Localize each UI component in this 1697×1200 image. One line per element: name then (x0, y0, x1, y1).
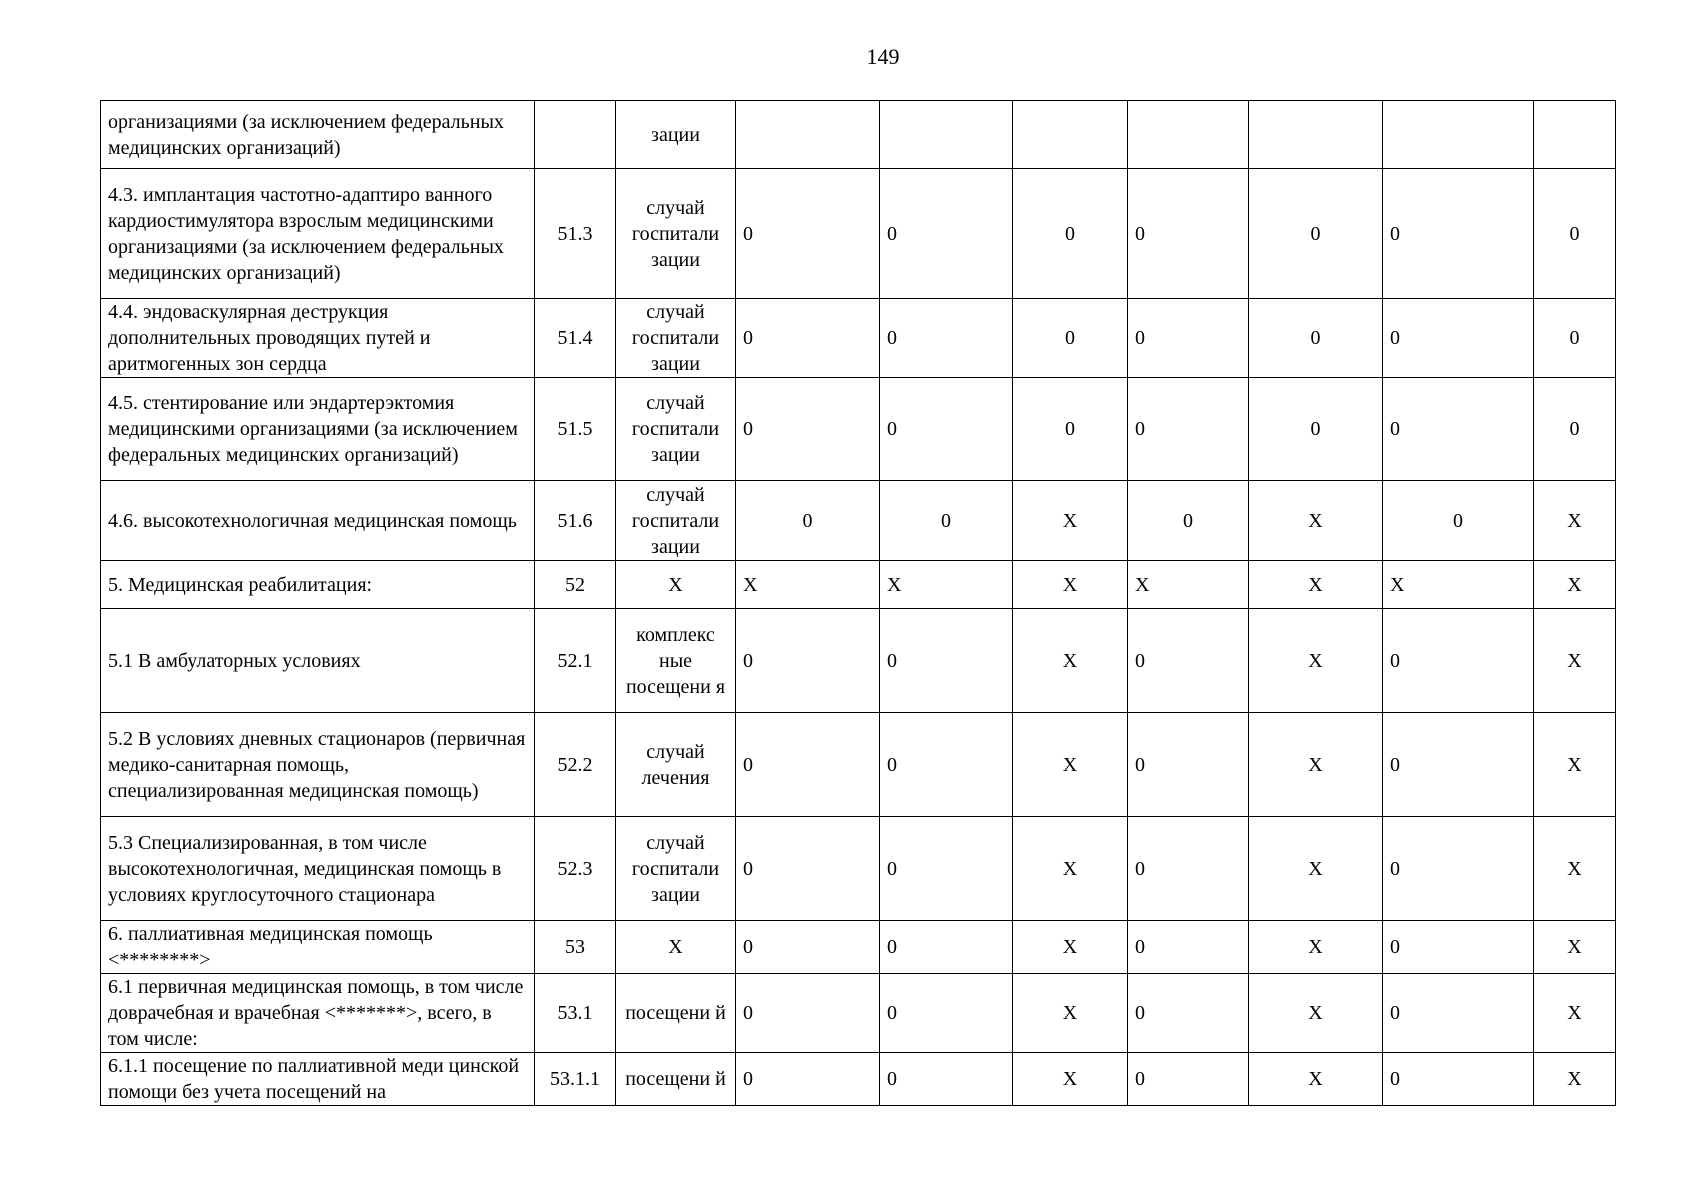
value-cell: X (1013, 481, 1128, 561)
value-cell (736, 101, 880, 169)
value-cell: X (1249, 974, 1383, 1053)
value-cell: 0 (1534, 378, 1616, 481)
value-cell: 0 (1383, 921, 1534, 974)
value-cell: X (1383, 561, 1534, 609)
row-unit: случай госпитали зации (616, 817, 736, 921)
table-row (101, 101, 1616, 169)
row-code: 51.4 (535, 299, 616, 378)
row-description: 4.4. эндоваскулярная деструкция дополнительных проводящих путей и аритмогенных зон сердца (101, 299, 535, 378)
value-cell: X (736, 561, 880, 609)
value-cell: 0 (1013, 169, 1128, 299)
row-unit: случай лечения (616, 713, 736, 817)
value-cell: 0 (880, 299, 1013, 378)
table-row (101, 299, 1616, 378)
row-unit: посещени й (616, 1053, 736, 1106)
value-cell: 0 (1013, 299, 1128, 378)
row-description: 5.2 В условиях дневных стационаров (первичная медико-санитарная помощь, специализированная медицинская помощь) (101, 713, 535, 817)
row-unit: случай госпитали зации (616, 481, 736, 561)
value-cell: 0 (880, 817, 1013, 921)
value-cell (1534, 101, 1616, 169)
value-cell: 0 (880, 1053, 1013, 1106)
value-cell: X (1013, 974, 1128, 1053)
table-row (101, 817, 1616, 921)
table-row (101, 378, 1616, 481)
table-row (101, 609, 1616, 713)
table-row (101, 481, 1616, 561)
row-unit: случай госпитали зации (616, 299, 736, 378)
value-cell: 0 (1383, 378, 1534, 481)
value-cell: X (1013, 609, 1128, 713)
row-description: 5. Медицинская реабилитация: (101, 561, 535, 609)
value-cell: X (1013, 713, 1128, 817)
row-description: 4.5. стентирование или эндартерэктомия медицинскими организациями (за исключением федеральных медицинских организаций) (101, 378, 535, 481)
value-cell: 0 (1128, 974, 1249, 1053)
row-code: 52.1 (535, 609, 616, 713)
page-number: 149 (866, 44, 900, 69)
value-cell: X (1534, 609, 1616, 713)
value-cell: X (1534, 1053, 1616, 1106)
row-code: 53 (535, 921, 616, 974)
row-description: организациями (за исключением федеральных медицинских организаций) (101, 101, 535, 169)
value-cell: 0 (880, 921, 1013, 974)
table-row (101, 921, 1616, 974)
table-row (101, 561, 1616, 609)
row-unit: зации (616, 101, 736, 169)
row-description: 5.1 В амбулаторных условиях (101, 609, 535, 713)
value-cell: X (1249, 481, 1383, 561)
value-cell (1013, 101, 1128, 169)
value-cell: 0 (736, 974, 880, 1053)
value-cell (1383, 101, 1534, 169)
table-row (101, 169, 1616, 299)
value-cell: 0 (1383, 481, 1534, 561)
value-cell: X (1534, 713, 1616, 817)
value-cell: 0 (1128, 481, 1249, 561)
row-description: 6.1.1 посещение по паллиативной меди цинской помощи без учета посещений на (101, 1053, 535, 1106)
row-code: 53.1 (535, 974, 616, 1053)
row-code (535, 101, 616, 169)
data-table (100, 100, 1616, 1106)
value-cell: X (1013, 561, 1128, 609)
row-code: 52.2 (535, 713, 616, 817)
value-cell: X (1534, 561, 1616, 609)
value-cell: 0 (1128, 1053, 1249, 1106)
value-cell: 0 (736, 713, 880, 817)
row-code: 53.1.1 (535, 1053, 616, 1106)
value-cell: X (1534, 974, 1616, 1053)
row-description: 6.1 первичная медицинская помощь, в том числе доврачебная и врачебная <*******>, всего, в том числе: (101, 974, 535, 1053)
value-cell: 0 (1383, 609, 1534, 713)
value-cell: 0 (1128, 609, 1249, 713)
value-cell: 0 (1013, 378, 1128, 481)
value-cell: X (1128, 561, 1249, 609)
value-cell: X (1249, 817, 1383, 921)
value-cell (880, 101, 1013, 169)
value-cell: X (1534, 817, 1616, 921)
value-cell: 0 (880, 169, 1013, 299)
value-cell: 0 (1249, 299, 1383, 378)
value-cell: 0 (1128, 817, 1249, 921)
value-cell: X (1249, 1053, 1383, 1106)
value-cell: 0 (1128, 169, 1249, 299)
value-cell: X (1534, 921, 1616, 974)
value-cell: 0 (1249, 378, 1383, 481)
value-cell (1128, 101, 1249, 169)
row-code: 51.3 (535, 169, 616, 299)
row-description: 4.3. имплантация частотно-адаптиро ванного кардиостимулятора взрослым медицинскими организациями (за исключением федеральных медицинских организаций) (101, 169, 535, 299)
value-cell: 0 (880, 378, 1013, 481)
table-row (101, 974, 1616, 1053)
value-cell: X (1249, 609, 1383, 713)
value-cell: 0 (1383, 299, 1534, 378)
value-cell: 0 (1383, 974, 1534, 1053)
value-cell: 0 (736, 1053, 880, 1106)
row-code: 52 (535, 561, 616, 609)
value-cell: 0 (1128, 713, 1249, 817)
row-code: 52.3 (535, 817, 616, 921)
table-row (101, 1053, 1616, 1106)
value-cell (1249, 101, 1383, 169)
value-cell: 0 (880, 481, 1013, 561)
value-cell: 0 (1534, 299, 1616, 378)
row-description: 5.3 Специализированная, в том числе высокотехнологичная, медицинская помощь в условиях круглосуточного стационара (101, 817, 535, 921)
value-cell: 0 (736, 169, 880, 299)
value-cell: X (1534, 481, 1616, 561)
value-cell: 0 (1383, 817, 1534, 921)
row-code: 51.5 (535, 378, 616, 481)
value-cell: X (1249, 921, 1383, 974)
row-description: 6. паллиативная медицинская помощь <********> (101, 921, 535, 974)
row-unit: комплекс ные посещени я (616, 609, 736, 713)
value-cell: X (1013, 1053, 1128, 1106)
value-cell: 0 (880, 609, 1013, 713)
row-unit: случай госпитали зации (616, 169, 736, 299)
value-cell: 0 (1383, 1053, 1534, 1106)
value-cell: 0 (1128, 921, 1249, 974)
value-cell: 0 (736, 299, 880, 378)
value-cell: 0 (880, 713, 1013, 817)
table-row (101, 713, 1616, 817)
row-unit: случай госпитали зации (616, 378, 736, 481)
value-cell: 0 (1128, 299, 1249, 378)
value-cell: 0 (1249, 169, 1383, 299)
value-cell: 0 (1128, 378, 1249, 481)
value-cell: 0 (1534, 169, 1616, 299)
value-cell: 0 (736, 609, 880, 713)
row-code: 51.6 (535, 481, 616, 561)
value-cell: X (1249, 561, 1383, 609)
row-description: 4.6. высокотехнологичная медицинская помощь (101, 481, 535, 561)
value-cell: 0 (736, 481, 880, 561)
value-cell: 0 (1383, 169, 1534, 299)
value-cell: X (1013, 817, 1128, 921)
value-cell: 0 (736, 921, 880, 974)
row-unit: X (616, 561, 736, 609)
value-cell: 0 (736, 817, 880, 921)
value-cell: 0 (880, 974, 1013, 1053)
row-unit: посещени й (616, 974, 736, 1053)
value-cell: 0 (1383, 713, 1534, 817)
value-cell: X (1249, 713, 1383, 817)
value-cell: 0 (736, 378, 880, 481)
value-cell: X (880, 561, 1013, 609)
value-cell: X (1013, 921, 1128, 974)
row-unit: X (616, 921, 736, 974)
